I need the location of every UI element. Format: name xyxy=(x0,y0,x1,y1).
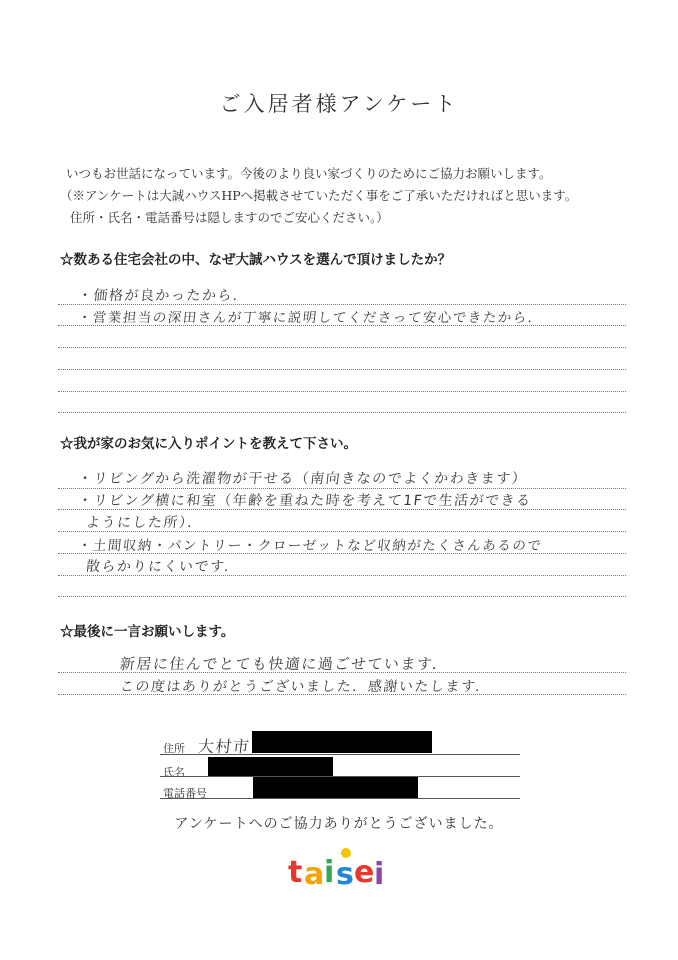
answer-2-line-5: 散らかりにくいです． xyxy=(85,559,241,575)
phone-underline xyxy=(160,798,520,799)
answer-1-line-1: ・価格が良かったから． xyxy=(77,288,250,304)
question-2: ☆我が家のお気に入りポイントを教えて下さい。 xyxy=(60,436,357,452)
address-label: 住所 xyxy=(163,742,185,755)
intro-line-1: いつもお世話になっています。今後のより良い家づくりのためにご協力お願いします。 xyxy=(66,166,552,181)
address-value: 大村市 xyxy=(196,737,252,756)
redaction-bar xyxy=(208,757,333,776)
answer-rule xyxy=(58,369,626,370)
phone-label: 電話番号 xyxy=(163,787,207,800)
answer-rule xyxy=(58,391,626,392)
thanks-message: アンケートへのご協力ありがとうございました。 xyxy=(174,816,504,832)
taisei-logo xyxy=(284,842,394,892)
svg-text:i: i xyxy=(324,855,335,890)
answer-2-line-3: ようにした所）． xyxy=(85,515,204,531)
answer-2-line-2: ・リビング横に和室（年齢を重ねた時を考えて1Fで生活ができる xyxy=(77,493,533,509)
answer-rule xyxy=(58,596,626,597)
question-3: ☆最後に一言お願いします。 xyxy=(60,624,235,640)
answer-2-line-1: ・リビングから洗濯物が干せる（南向きなのでよくかわきます） xyxy=(77,471,528,487)
redaction-bar xyxy=(253,777,418,798)
page-title: ご入居者様アンケート xyxy=(219,92,459,116)
answer-rule xyxy=(58,488,626,489)
svg-text:a: a xyxy=(304,857,325,892)
redaction-bar xyxy=(252,731,432,753)
svg-text:s: s xyxy=(336,857,354,892)
answer-1-line-2: ・営業担当の深田さんが丁寧に説明してくださって安心できたから． xyxy=(76,310,544,326)
address-underline xyxy=(160,754,520,755)
answer-3-line-1: 新居に住んでとても快適に過ごせています． xyxy=(119,655,450,673)
question-1: ☆数ある住宅会社の中、なぜ大誠ハウスを選んで頂けましたか？ xyxy=(60,252,452,268)
answer-2-line-4: ・土間収納・パントリー・クローゼットなど収納がたくさんあるので xyxy=(76,538,544,554)
answer-rule xyxy=(58,412,626,413)
intro-line-2: （※アンケートは大誠ハウスHPへ掲載させていただく事をご了承いただければと思います。 xyxy=(60,188,578,203)
answer-3-line-2: この度はありがとうございました．感謝いたします． xyxy=(119,679,492,695)
svg-text:e: e xyxy=(354,855,375,890)
intro-line-3: 住所・氏名・電話番号は隠しますのでご安心ください。） xyxy=(70,210,389,225)
svg-text:i: i xyxy=(374,857,385,892)
name-label: 氏名 xyxy=(163,766,185,779)
logo-letters xyxy=(288,855,384,892)
answer-rule xyxy=(58,347,626,348)
svg-text:t: t xyxy=(288,855,303,890)
